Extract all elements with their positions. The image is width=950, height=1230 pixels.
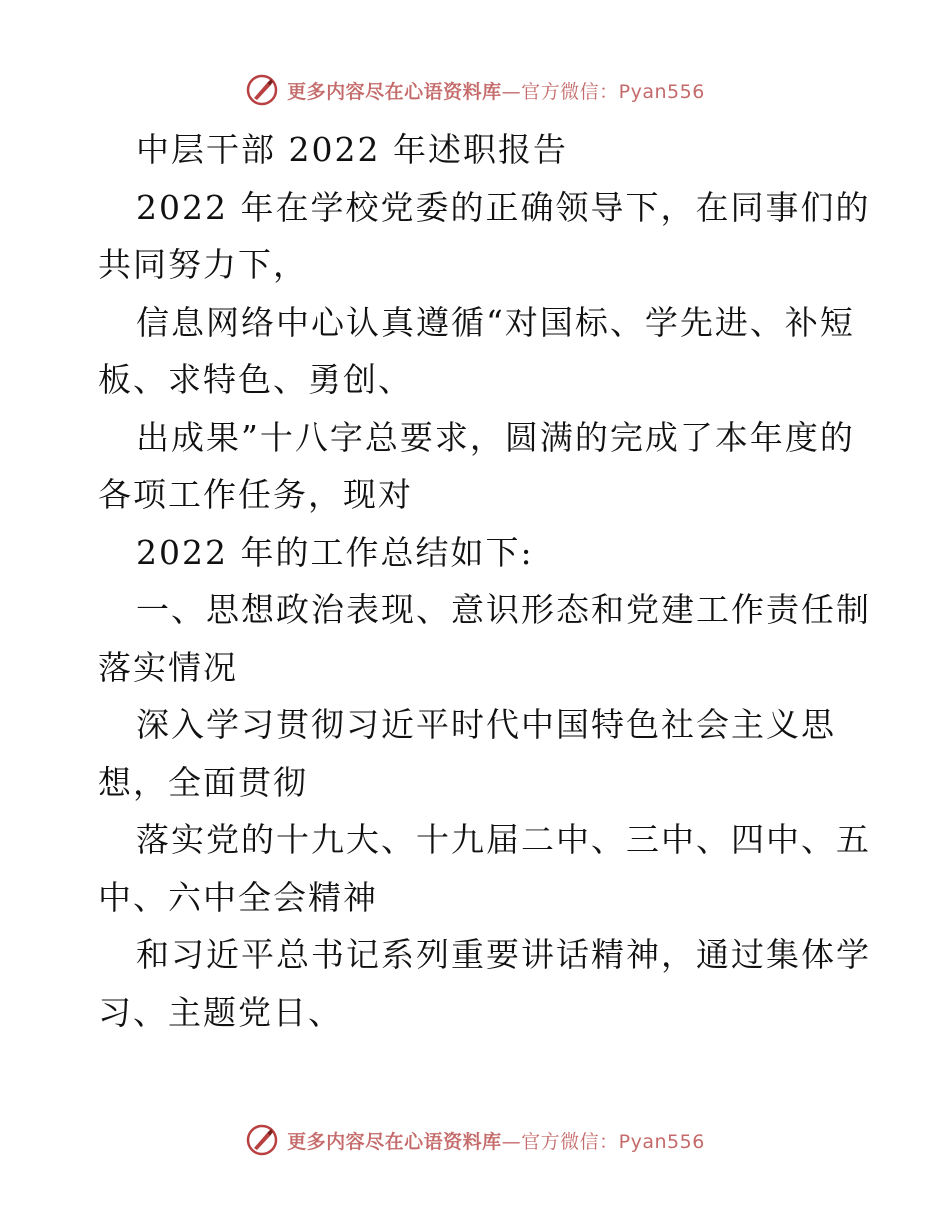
footer-watermark-banner bbox=[0, 1120, 950, 1160]
paragraph-line: 信息网络中心认真遵循“对国标、学先进、补短 bbox=[136, 302, 855, 342]
paragraph-line: 习、主题党日、 bbox=[98, 992, 343, 1032]
watermark-brand: 更多内容尽在心语资料库 bbox=[287, 80, 502, 103]
section-heading: 一、思想政治表现、意识形态和党建工作责任制 bbox=[136, 590, 871, 629]
watermark-text bbox=[287, 1127, 705, 1154]
document-body bbox=[98, 121, 871, 1041]
paragraph-line: 落实党的十九大、十九届二中、三中、四中、五 bbox=[136, 820, 871, 859]
header-watermark-banner bbox=[0, 70, 950, 110]
paragraph-line: 和习近平总书记系列重要讲话精神，通过集体学 bbox=[136, 935, 871, 974]
watermark-suffix: —官方微信：Pyan556 bbox=[501, 80, 705, 103]
pen-logo-icon bbox=[245, 1123, 279, 1157]
paragraph-line: 深入学习贯彻习近平时代中国特色社会主义思 bbox=[136, 705, 836, 744]
watermark-text bbox=[287, 77, 705, 104]
paragraph-line: 中、六中全会精神 bbox=[98, 877, 378, 917]
paragraph-line: 2022 年在学校党委的正确领导下，在同事们的 bbox=[136, 187, 871, 227]
section-heading-continued: 落实情况 bbox=[98, 647, 238, 687]
paragraph-line: 各项工作任务，现对 bbox=[98, 475, 413, 514]
paragraph-line: 想，全面贯彻 bbox=[98, 762, 308, 802]
paragraph-line: 2022 年的工作总结如下: bbox=[136, 532, 534, 572]
paragraph-line: 出成果”十八字总要求，圆满的完成了本年度的 bbox=[136, 417, 855, 457]
document-title: 中层干部 2022 年述职报告 bbox=[136, 130, 568, 169]
paragraph-line: 共同努力下， bbox=[98, 245, 308, 284]
pen-logo-icon bbox=[245, 73, 279, 107]
watermark-brand: 更多内容尽在心语资料库 bbox=[287, 1130, 502, 1153]
paragraph-line: 板、求特色、勇创、 bbox=[98, 360, 413, 399]
watermark-suffix: —官方微信：Pyan556 bbox=[501, 1130, 705, 1153]
